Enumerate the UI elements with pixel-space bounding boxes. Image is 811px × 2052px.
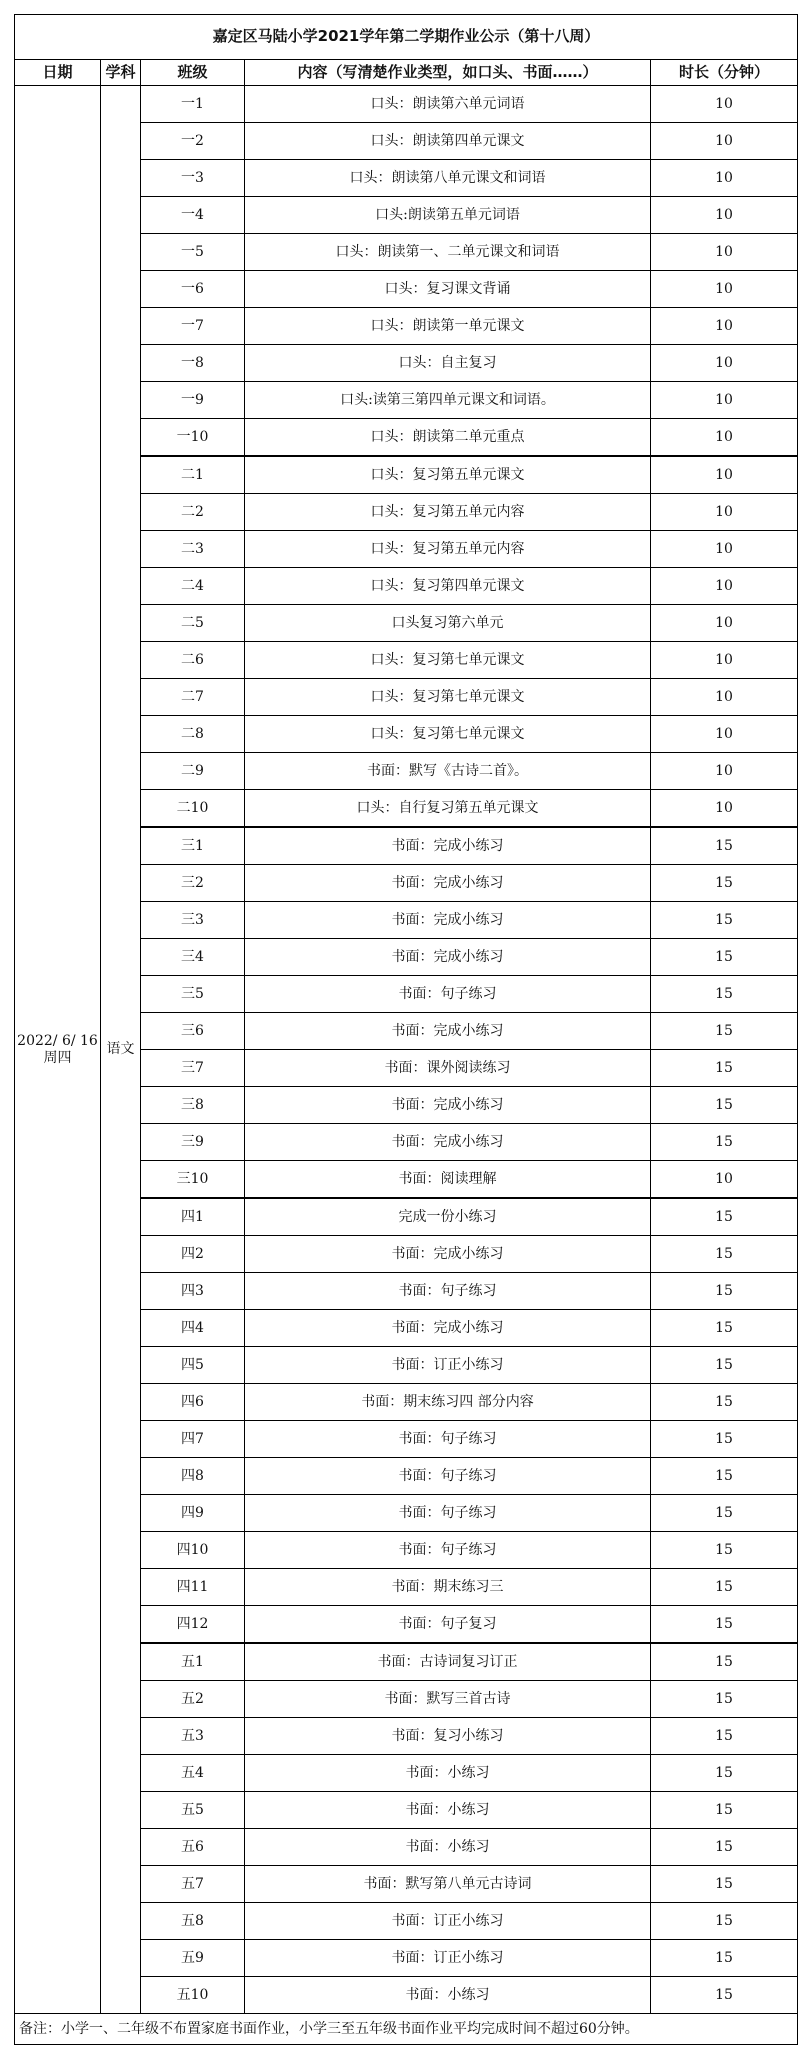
duration-cell: 10 [651, 568, 798, 605]
class-cell: 二4 [141, 568, 245, 605]
duration-cell: 15 [651, 1273, 798, 1310]
duration-cell: 15 [651, 939, 798, 976]
page-title: 嘉定区马陆小学2021学年第二学期作业公示（第十八周） [15, 15, 798, 60]
class-cell: 四8 [141, 1458, 245, 1495]
class-cell: 四7 [141, 1421, 245, 1458]
content-cell: 口头：朗读第一单元课文 [245, 308, 651, 345]
homework-sheet [14, 14, 797, 2045]
duration-cell: 10 [651, 605, 798, 642]
duration-cell: 10 [651, 531, 798, 568]
class-cell: 四4 [141, 1310, 245, 1347]
duration-cell: 15 [651, 1310, 798, 1347]
content-cell: 口头:朗读第五单元词语 [245, 197, 651, 234]
class-cell: 三9 [141, 1124, 245, 1161]
content-cell: 书面：默写第八单元古诗词 [245, 1866, 651, 1903]
content-cell: 书面：期末练习三 [245, 1569, 651, 1606]
content-cell: 口头：朗读第四单元课文 [245, 123, 651, 160]
class-cell: 一8 [141, 345, 245, 382]
table-body [15, 86, 798, 2014]
class-cell: 五8 [141, 1903, 245, 1940]
content-cell: 口头：朗读第八单元课文和词语 [245, 160, 651, 197]
duration-cell: 15 [651, 1792, 798, 1829]
homework-table [14, 14, 798, 2045]
content-cell: 口头：朗读第二单元重点 [245, 419, 651, 457]
duration-cell: 15 [651, 1236, 798, 1273]
duration-cell: 15 [651, 1829, 798, 1866]
class-cell: 一5 [141, 234, 245, 271]
content-cell: 口头：复习第五单元课文 [245, 456, 651, 494]
duration-cell: 15 [651, 1532, 798, 1569]
duration-cell: 15 [651, 1866, 798, 1903]
content-cell: 书面：完成小练习 [245, 1124, 651, 1161]
class-cell: 二1 [141, 456, 245, 494]
class-cell: 四12 [141, 1606, 245, 1644]
duration-cell: 15 [651, 1458, 798, 1495]
content-cell: 口头：自行复习第五单元课文 [245, 790, 651, 828]
duration-cell: 10 [651, 456, 798, 494]
content-cell: 书面：完成小练习 [245, 902, 651, 939]
class-cell: 二5 [141, 605, 245, 642]
duration-cell: 10 [651, 197, 798, 234]
class-cell: 三6 [141, 1013, 245, 1050]
class-cell: 二6 [141, 642, 245, 679]
class-cell: 五5 [141, 1792, 245, 1829]
duration-cell: 10 [651, 160, 798, 197]
content-cell: 书面：期末练习四 部分内容 [245, 1384, 651, 1421]
content-cell: 口头：复习第五单元内容 [245, 494, 651, 531]
duration-cell: 15 [651, 976, 798, 1013]
class-cell: 三5 [141, 976, 245, 1013]
class-cell: 一4 [141, 197, 245, 234]
duration-cell: 15 [651, 1569, 798, 1606]
duration-cell: 10 [651, 123, 798, 160]
duration-cell: 15 [651, 1124, 798, 1161]
content-cell: 口头：复习第五单元内容 [245, 531, 651, 568]
content-cell: 书面：完成小练习 [245, 865, 651, 902]
class-cell: 三7 [141, 1050, 245, 1087]
class-cell: 四3 [141, 1273, 245, 1310]
duration-cell: 10 [651, 642, 798, 679]
duration-cell: 15 [651, 1718, 798, 1755]
class-cell: 四10 [141, 1532, 245, 1569]
class-cell: 三8 [141, 1087, 245, 1124]
duration-cell: 15 [651, 1643, 798, 1681]
class-cell: 二9 [141, 753, 245, 790]
class-cell: 二7 [141, 679, 245, 716]
duration-cell: 15 [651, 1384, 798, 1421]
content-cell: 完成一份小练习 [245, 1198, 651, 1236]
duration-cell: 15 [651, 1347, 798, 1384]
class-cell: 三3 [141, 902, 245, 939]
class-cell: 五6 [141, 1829, 245, 1866]
duration-cell: 10 [651, 790, 798, 828]
content-cell: 书面：句子练习 [245, 1273, 651, 1310]
footer-note: 备注：小学一、二年级不布置家庭书面作业，小学三至五年级书面作业平均完成时间不超过60分钟。 [15, 2014, 798, 2045]
duration-cell: 15 [651, 1940, 798, 1977]
header-class: 班级 [141, 60, 245, 86]
content-cell: 书面：订正小练习 [245, 1903, 651, 1940]
duration-cell: 10 [651, 271, 798, 308]
duration-cell: 15 [651, 827, 798, 865]
content-cell: 书面：完成小练习 [245, 1013, 651, 1050]
class-cell: 三4 [141, 939, 245, 976]
content-cell: 书面：课外阅读练习 [245, 1050, 651, 1087]
content-cell: 口头：朗读第六单元词语 [245, 86, 651, 123]
content-cell: 书面：完成小练习 [245, 1310, 651, 1347]
class-cell: 二3 [141, 531, 245, 568]
content-cell: 书面：完成小练习 [245, 1236, 651, 1273]
content-cell: 书面：完成小练习 [245, 827, 651, 865]
duration-cell: 10 [651, 86, 798, 123]
duration-cell: 10 [651, 1161, 798, 1199]
content-cell: 书面：小练习 [245, 1755, 651, 1792]
duration-cell: 10 [651, 494, 798, 531]
content-cell: 书面：默写三首古诗 [245, 1681, 651, 1718]
class-cell: 五4 [141, 1755, 245, 1792]
duration-cell: 15 [651, 1013, 798, 1050]
header-subject: 学科 [101, 60, 141, 86]
date-value: 2022/ 6/ 16 [17, 1033, 98, 1050]
content-cell: 书面：阅读理解 [245, 1161, 651, 1199]
header-duration: 时长（分钟） [651, 60, 798, 86]
duration-cell: 15 [651, 1903, 798, 1940]
duration-cell: 15 [651, 865, 798, 902]
content-cell: 口头：复习第七单元课文 [245, 679, 651, 716]
duration-cell: 15 [651, 1050, 798, 1087]
content-cell: 口头：自主复习 [245, 345, 651, 382]
class-cell: 四1 [141, 1198, 245, 1236]
class-cell: 三2 [141, 865, 245, 902]
class-cell: 五1 [141, 1643, 245, 1681]
class-cell: 四5 [141, 1347, 245, 1384]
duration-cell: 15 [651, 902, 798, 939]
class-cell: 二8 [141, 716, 245, 753]
duration-cell: 15 [651, 1606, 798, 1644]
content-cell: 书面：复习小练习 [245, 1718, 651, 1755]
duration-cell: 10 [651, 753, 798, 790]
class-cell: 五10 [141, 1977, 245, 2014]
duration-cell: 10 [651, 234, 798, 271]
duration-cell: 15 [651, 1495, 798, 1532]
content-cell: 口头：复习课文背诵 [245, 271, 651, 308]
content-cell: 口头：复习第四单元课文 [245, 568, 651, 605]
class-cell: 三1 [141, 827, 245, 865]
class-cell: 四9 [141, 1495, 245, 1532]
duration-cell: 15 [651, 1087, 798, 1124]
header-date: 日期 [15, 60, 101, 86]
content-cell: 书面：小练习 [245, 1792, 651, 1829]
duration-cell: 10 [651, 345, 798, 382]
content-cell: 书面：句子复习 [245, 1606, 651, 1644]
date-cell [15, 86, 101, 2014]
content-cell: 书面：句子练习 [245, 1532, 651, 1569]
content-cell: 书面：句子练习 [245, 1495, 651, 1532]
class-cell: 四11 [141, 1569, 245, 1606]
content-cell: 书面：订正小练习 [245, 1347, 651, 1384]
class-cell: 一1 [141, 86, 245, 123]
content-cell: 书面：小练习 [245, 1977, 651, 2014]
duration-cell: 15 [651, 1198, 798, 1236]
duration-cell: 10 [651, 419, 798, 457]
content-cell: 书面：小练习 [245, 1829, 651, 1866]
class-cell: 四2 [141, 1236, 245, 1273]
class-cell: 二2 [141, 494, 245, 531]
duration-cell: 15 [651, 1755, 798, 1792]
class-cell: 一9 [141, 382, 245, 419]
content-cell: 口头：朗读第一、二单元课文和词语 [245, 234, 651, 271]
duration-cell: 15 [651, 1977, 798, 2014]
content-cell: 书面：订正小练习 [245, 1940, 651, 1977]
class-cell: 一6 [141, 271, 245, 308]
duration-cell: 10 [651, 716, 798, 753]
class-cell: 一2 [141, 123, 245, 160]
class-cell: 五7 [141, 1866, 245, 1903]
class-cell: 五2 [141, 1681, 245, 1718]
duration-cell: 15 [651, 1421, 798, 1458]
class-cell: 五3 [141, 1718, 245, 1755]
content-cell: 书面：完成小练习 [245, 939, 651, 976]
content-cell: 书面：句子练习 [245, 976, 651, 1013]
class-cell: 三10 [141, 1161, 245, 1199]
class-cell: 四6 [141, 1384, 245, 1421]
content-cell: 书面：默写《古诗二首》。 [245, 753, 651, 790]
class-cell: 二10 [141, 790, 245, 828]
content-cell: 书面：完成小练习 [245, 1087, 651, 1124]
class-cell: 一3 [141, 160, 245, 197]
content-cell: 书面：古诗词复习订正 [245, 1643, 651, 1681]
subject-cell: 语文 [101, 86, 141, 2014]
content-cell: 书面：句子练习 [245, 1458, 651, 1495]
table-row [15, 86, 798, 123]
duration-cell: 10 [651, 382, 798, 419]
class-cell: 一7 [141, 308, 245, 345]
duration-cell: 10 [651, 308, 798, 345]
content-cell: 口头：复习第七单元课文 [245, 642, 651, 679]
class-cell: 五9 [141, 1940, 245, 1977]
content-cell: 口头复习第六单元 [245, 605, 651, 642]
class-cell: 一10 [141, 419, 245, 457]
duration-cell: 10 [651, 679, 798, 716]
content-cell: 口头:读第三第四单元课文和词语。 [245, 382, 651, 419]
header-content: 内容（写清楚作业类型，如口头、书面……） [245, 60, 651, 86]
content-cell: 口头：复习第七单元课文 [245, 716, 651, 753]
duration-cell: 15 [651, 1681, 798, 1718]
content-cell: 书面：句子练习 [245, 1421, 651, 1458]
weekday-value: 周四 [43, 1049, 72, 1066]
